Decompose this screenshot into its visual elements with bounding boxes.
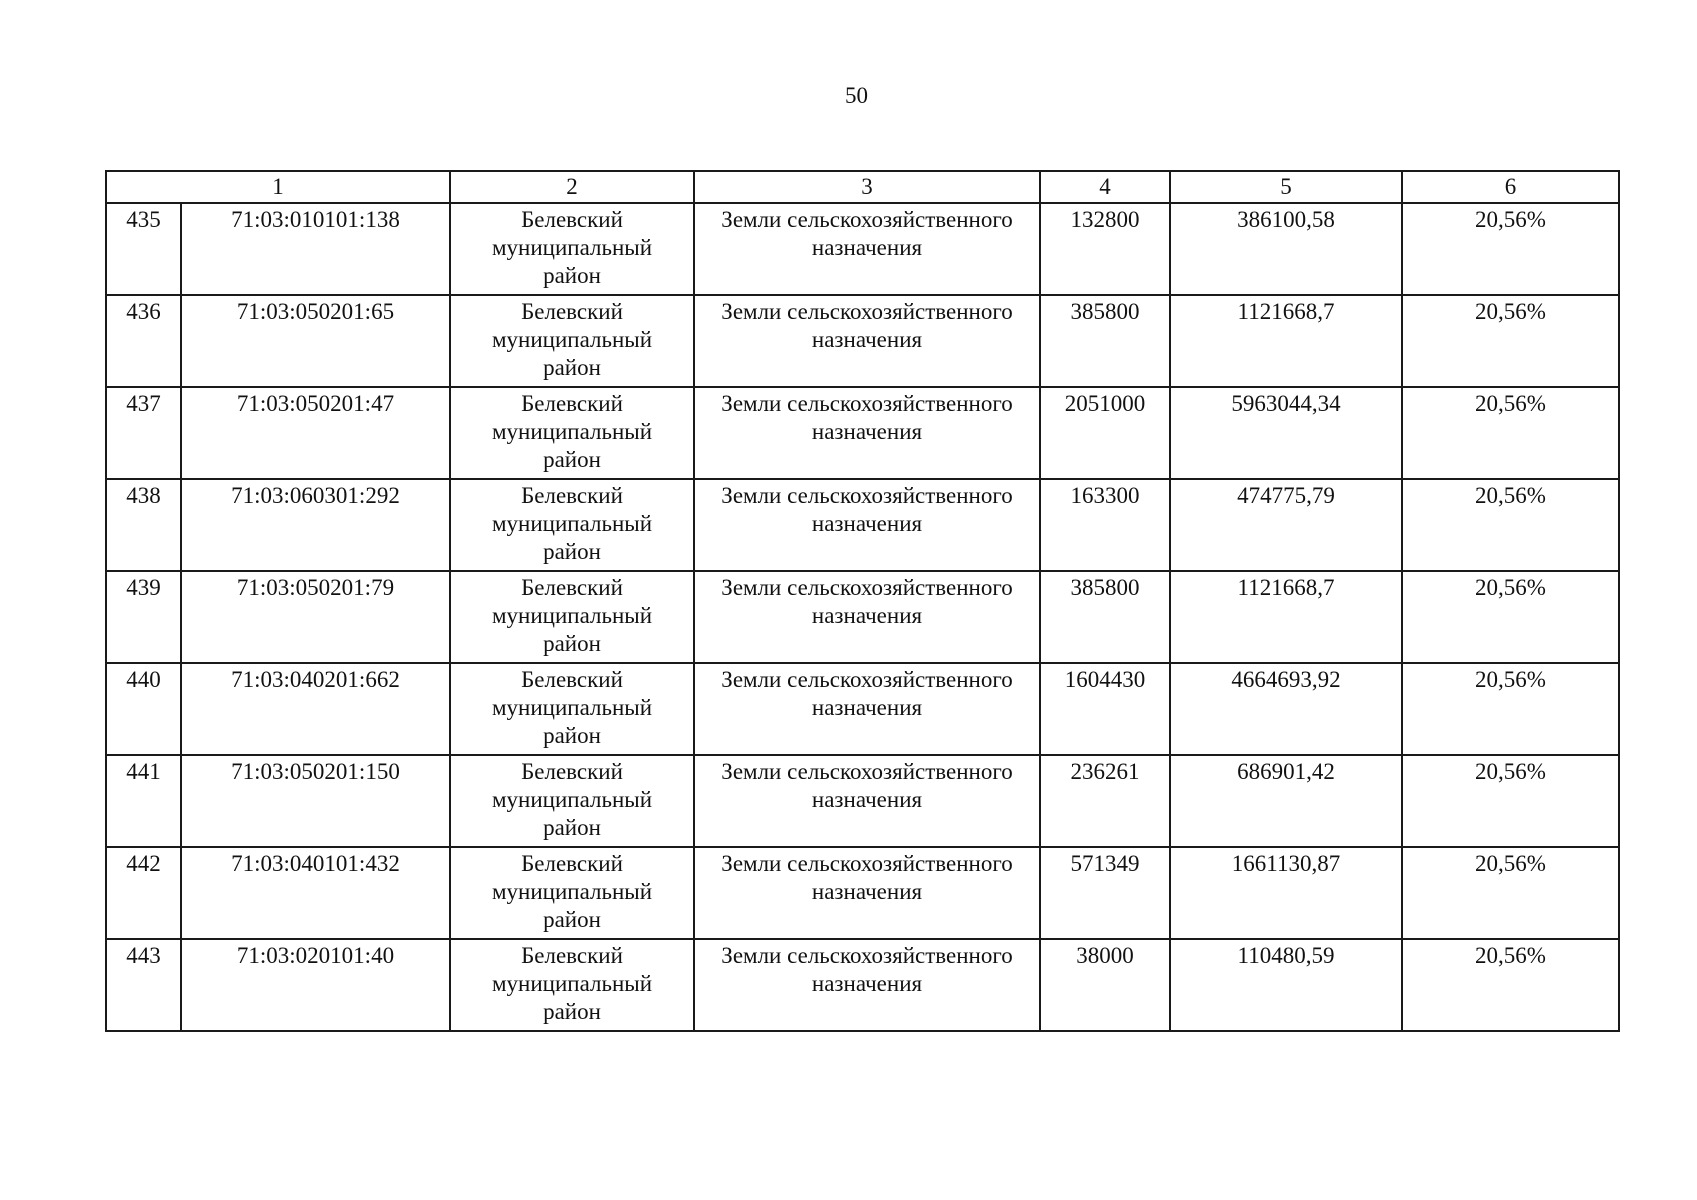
rate-cell: 20,56% xyxy=(1402,203,1619,295)
land-category-cell xyxy=(694,295,1040,387)
column-header-1: 1 xyxy=(106,171,450,203)
land-category-cell xyxy=(694,479,1040,571)
cadastral-number-cell: 71:03:050201:65 xyxy=(181,295,450,387)
row-number-cell: 436 xyxy=(106,295,181,387)
district-cell-line: район xyxy=(543,907,601,932)
district-cell xyxy=(450,847,694,939)
district-cell xyxy=(450,387,694,479)
land-category-cell xyxy=(694,203,1040,295)
land-category-cell-line: назначения xyxy=(811,511,923,536)
district-cell-line: Белевский xyxy=(521,483,623,508)
rate-cell: 20,56% xyxy=(1402,847,1619,939)
row-number-cell: 442 xyxy=(106,847,181,939)
area-cell: 1604430 xyxy=(1040,663,1170,755)
land-category-cell-line: назначения xyxy=(811,603,923,628)
district-cell-line: Белевский xyxy=(521,851,623,876)
cadastral-value-cell: 474775,79 xyxy=(1170,479,1402,571)
cadastral-value-cell: 4664693,92 xyxy=(1170,663,1402,755)
cadastral-value-cell: 1121668,7 xyxy=(1170,571,1402,663)
row-number-cell: 435 xyxy=(106,203,181,295)
district-cell-line: Белевский xyxy=(521,299,623,324)
column-header-5: 5 xyxy=(1170,171,1402,203)
cadastral-number-cell: 71:03:050201:79 xyxy=(181,571,450,663)
land-category-cell-line: Земли сельскохозяйственного xyxy=(721,943,1013,968)
cadastral-number-cell: 71:03:020101:40 xyxy=(181,939,450,1031)
cadastral-value-cell: 110480,59 xyxy=(1170,939,1402,1031)
land-category-cell-line: Земли сельскохозяйственного xyxy=(721,667,1013,692)
district-cell xyxy=(450,755,694,847)
area-cell: 38000 xyxy=(1040,939,1170,1031)
land-category-cell xyxy=(694,387,1040,479)
district-cell-line: Белевский xyxy=(521,207,623,232)
table-row xyxy=(106,939,1619,1031)
rate-cell: 20,56% xyxy=(1402,939,1619,1031)
district-cell-line: муниципальный xyxy=(491,787,653,812)
cadastral-number-cell: 71:03:050201:47 xyxy=(181,387,450,479)
column-header-3: 3 xyxy=(694,171,1040,203)
area-cell: 2051000 xyxy=(1040,387,1170,479)
row-number-cell: 438 xyxy=(106,479,181,571)
table-row xyxy=(106,755,1619,847)
district-cell-line: муниципальный xyxy=(491,971,653,996)
cadastral-number-cell: 71:03:010101:138 xyxy=(181,203,450,295)
district-cell-line: район xyxy=(543,539,601,564)
area-cell: 163300 xyxy=(1040,479,1170,571)
land-category-cell-line: Земли сельскохозяйственного xyxy=(721,483,1013,508)
district-cell-line: Белевский xyxy=(521,943,623,968)
area-cell: 236261 xyxy=(1040,755,1170,847)
district-cell-line: район xyxy=(543,263,601,288)
district-cell xyxy=(450,203,694,295)
rate-cell: 20,56% xyxy=(1402,755,1619,847)
table-header-row xyxy=(106,171,1619,203)
district-cell-line: район xyxy=(543,355,601,380)
land-category-cell-line: назначения xyxy=(811,235,923,260)
column-header-6: 6 xyxy=(1402,171,1619,203)
table-row xyxy=(106,203,1619,295)
district-cell-line: муниципальный xyxy=(491,327,653,352)
land-category-cell-line: назначения xyxy=(811,695,923,720)
area-cell: 385800 xyxy=(1040,571,1170,663)
land-category-cell-line: Земли сельскохозяйственного xyxy=(721,391,1013,416)
district-cell-line: муниципальный xyxy=(491,235,653,260)
page-number: 50 xyxy=(845,83,868,108)
cadastral-value-cell: 5963044,34 xyxy=(1170,387,1402,479)
district-cell-line: муниципальный xyxy=(491,879,653,904)
row-number-cell: 440 xyxy=(106,663,181,755)
district-cell xyxy=(450,939,694,1031)
cadastral-value-cell: 686901,42 xyxy=(1170,755,1402,847)
district-cell-line: Белевский xyxy=(521,667,623,692)
land-category-cell xyxy=(694,939,1040,1031)
district-cell-line: муниципальный xyxy=(491,419,653,444)
rate-cell: 20,56% xyxy=(1402,479,1619,571)
cadastral-value-cell: 386100,58 xyxy=(1170,203,1402,295)
district-cell xyxy=(450,663,694,755)
land-category-cell-line: назначения xyxy=(811,971,923,996)
land-category-cell-line: Земли сельскохозяйственного xyxy=(721,759,1013,784)
land-category-cell xyxy=(694,571,1040,663)
district-cell-line: район xyxy=(543,631,601,656)
table-row xyxy=(106,387,1619,479)
rate-cell: 20,56% xyxy=(1402,295,1619,387)
district-cell-line: район xyxy=(543,999,601,1024)
land-category-cell-line: назначения xyxy=(811,327,923,352)
table-row xyxy=(106,847,1619,939)
area-cell: 132800 xyxy=(1040,203,1170,295)
land-category-cell-line: Земли сельскохозяйственного xyxy=(721,575,1013,600)
cadastral-number-cell: 71:03:060301:292 xyxy=(181,479,450,571)
table-row xyxy=(106,663,1619,755)
district-cell-line: район xyxy=(543,815,601,840)
rate-cell: 20,56% xyxy=(1402,663,1619,755)
area-cell: 385800 xyxy=(1040,295,1170,387)
row-number-cell: 439 xyxy=(106,571,181,663)
row-number-cell: 443 xyxy=(106,939,181,1031)
cadastral-value-cell: 1121668,7 xyxy=(1170,295,1402,387)
rate-cell: 20,56% xyxy=(1402,571,1619,663)
land-category-cell-line: Земли сельскохозяйственного xyxy=(721,207,1013,232)
land-category-cell-line: назначения xyxy=(811,419,923,444)
district-cell xyxy=(450,571,694,663)
cadastral-number-cell: 71:03:040201:662 xyxy=(181,663,450,755)
land-category-cell xyxy=(694,847,1040,939)
district-cell xyxy=(450,479,694,571)
row-number-cell: 437 xyxy=(106,387,181,479)
cadastral-value-cell: 1661130,87 xyxy=(1170,847,1402,939)
land-category-cell-line: назначения xyxy=(811,787,923,812)
column-header-4: 4 xyxy=(1040,171,1170,203)
land-category-cell xyxy=(694,663,1040,755)
land-category-cell-line: Земли сельскохозяйственного xyxy=(721,299,1013,324)
land-plots-table xyxy=(105,170,1620,1032)
cadastral-number-cell: 71:03:040101:432 xyxy=(181,847,450,939)
table-row xyxy=(106,295,1619,387)
district-cell-line: муниципальный xyxy=(491,603,653,628)
district-cell-line: район xyxy=(543,723,601,748)
area-cell: 571349 xyxy=(1040,847,1170,939)
district-cell-line: Белевский xyxy=(521,575,623,600)
table-row xyxy=(106,479,1619,571)
district-cell-line: Белевский xyxy=(521,759,623,784)
row-number-cell: 441 xyxy=(106,755,181,847)
district-cell-line: муниципальный xyxy=(491,695,653,720)
rate-cell: 20,56% xyxy=(1402,387,1619,479)
table-row xyxy=(106,571,1619,663)
district-cell-line: Белевский xyxy=(521,391,623,416)
column-header-2: 2 xyxy=(450,171,694,203)
district-cell xyxy=(450,295,694,387)
land-category-cell-line: назначения xyxy=(811,879,923,904)
district-cell-line: район xyxy=(543,447,601,472)
land-category-cell xyxy=(694,755,1040,847)
cadastral-number-cell: 71:03:050201:150 xyxy=(181,755,450,847)
district-cell-line: муниципальный xyxy=(491,511,653,536)
land-category-cell-line: Земли сельскохозяйственного xyxy=(721,851,1013,876)
